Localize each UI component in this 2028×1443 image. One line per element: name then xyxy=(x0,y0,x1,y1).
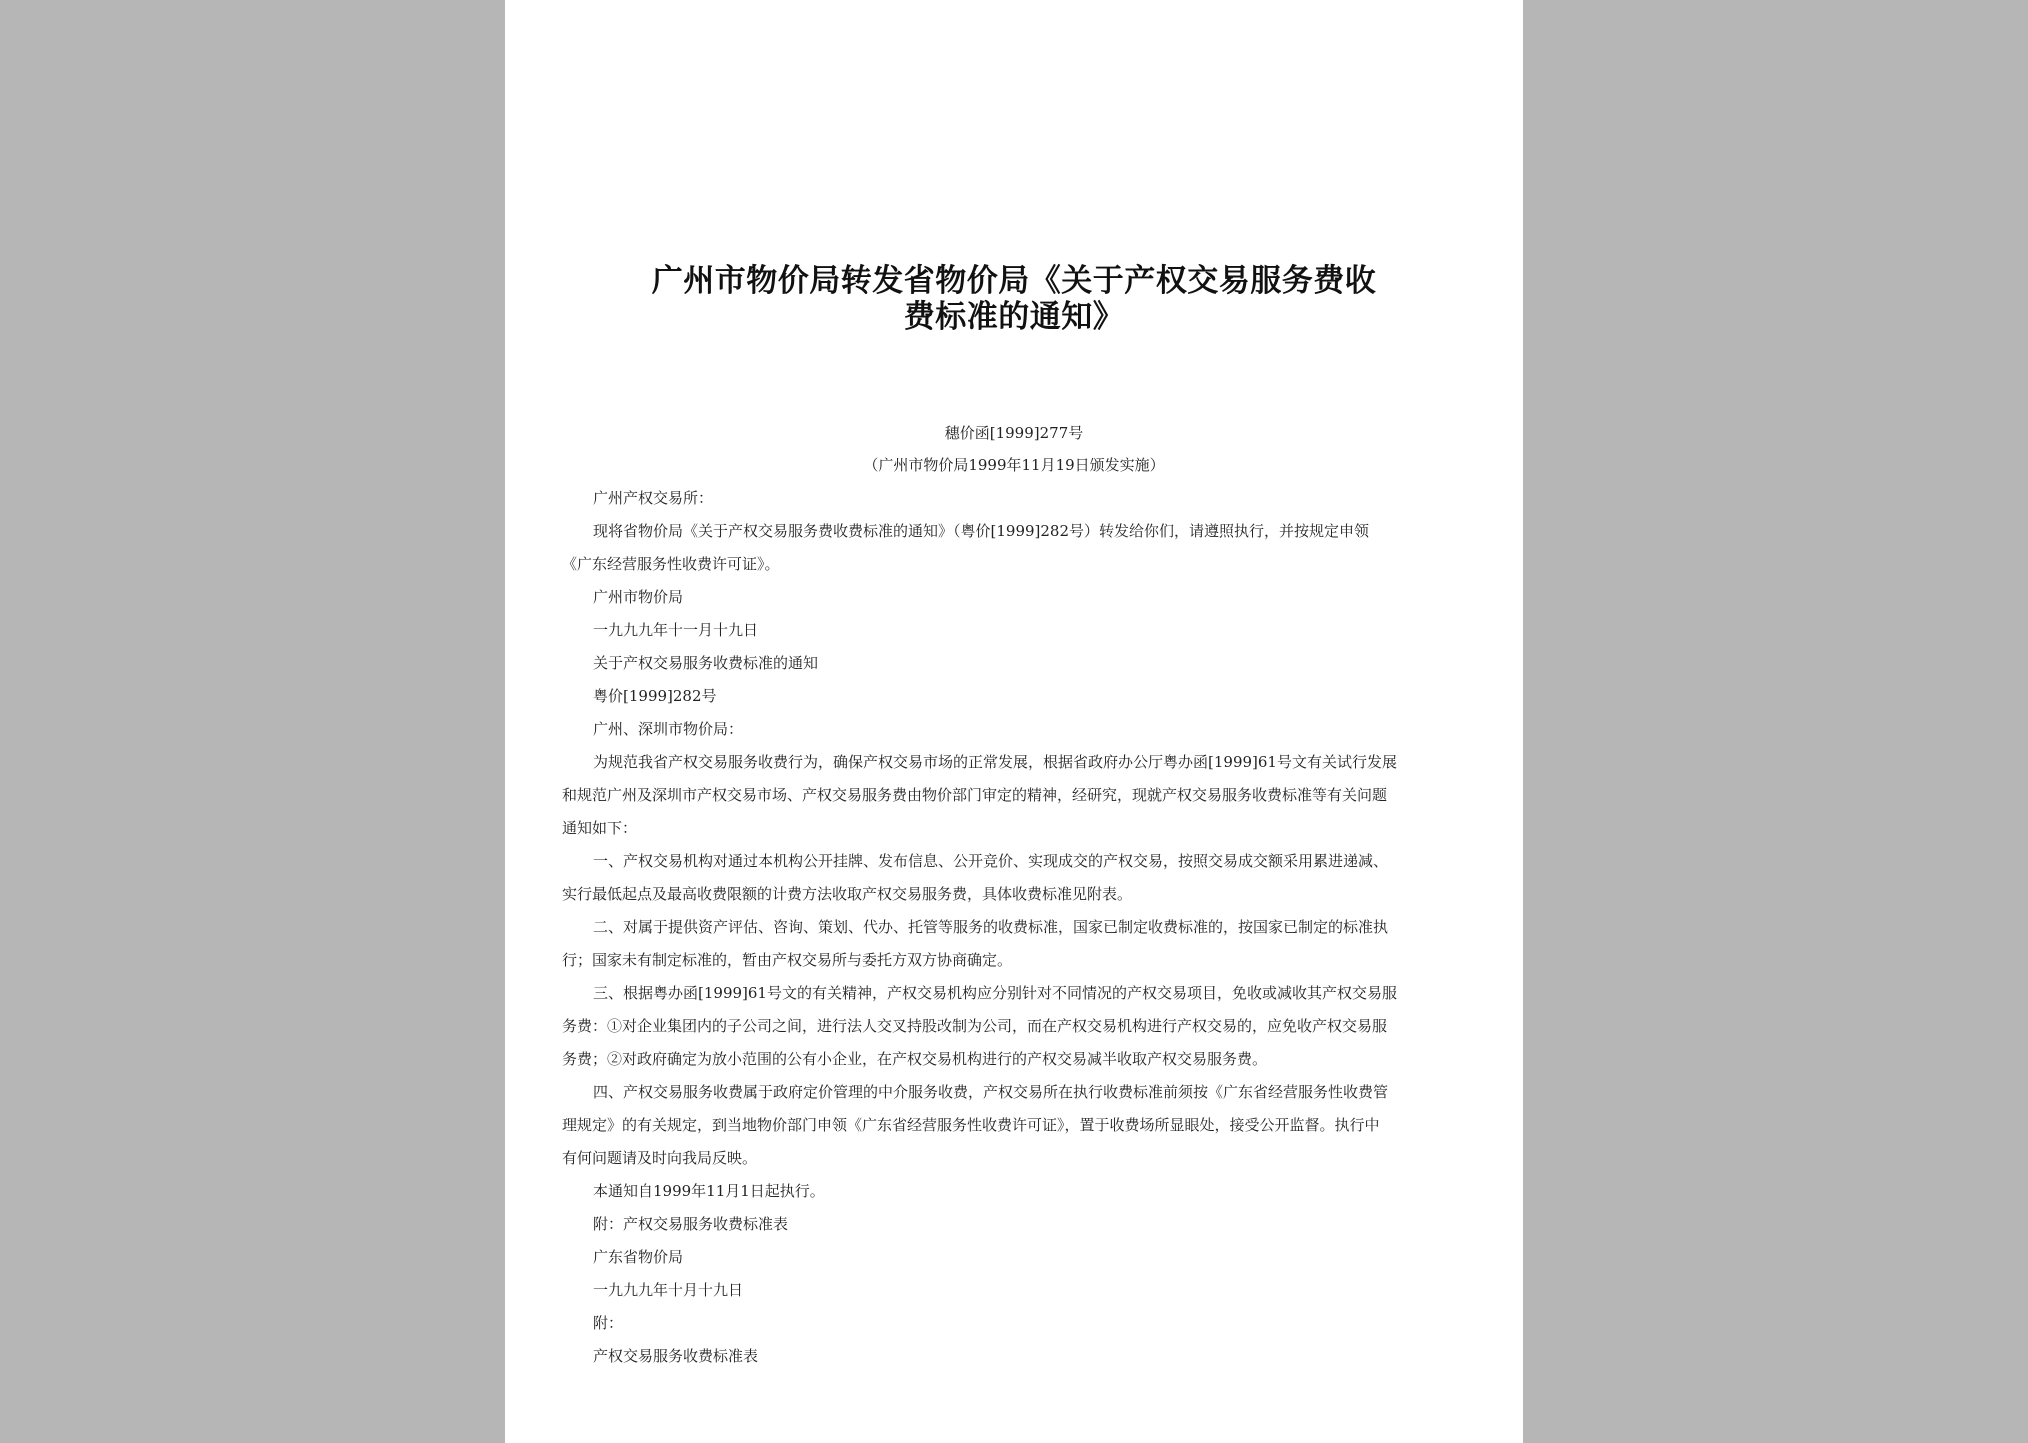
attachment-title: 产权交易服务收费标准表 xyxy=(593,1347,759,1365)
signature-org: 广东省物价局 xyxy=(593,1248,684,1266)
body-line: 有何问题请及时向我局反映。 xyxy=(562,1149,758,1167)
body-line: 理规定》的有关规定，到当地物价部门申领《广东省经营服务性收费许可证》，置于收费场所显眼处，接受公开监督。执行中 xyxy=(562,1116,1380,1134)
body-line: 《广东经营服务性收费许可证》。 xyxy=(562,555,780,573)
body-line: 实行最低起点及最高收费限额的计费方法收取产权交易服务费，具体收费标准见附表。 xyxy=(562,885,1133,903)
document-title-line-2: 费标准的通知》 xyxy=(903,299,1125,335)
addressee: 广州产权交易所： xyxy=(593,489,714,507)
body-line: 通知如下： xyxy=(562,819,638,837)
body-line: 一、产权交易机构对通过本机构公开挂牌、发布信息、公开竞价、实现成交的产权交易，按照交易成交额采用累进递减、 xyxy=(593,852,1389,870)
body-line: 二、对属于提供资产评估、咨询、策划、代办、托管等服务的收费标准，国家已制定收费标准的，按国家已制定的标准执 xyxy=(593,918,1389,936)
addressee: 广州、深圳市物价局： xyxy=(593,720,744,738)
document-number: 穗价函[1999]277号 xyxy=(944,424,1084,442)
subtitle: 关于产权交易服务收费标准的通知 xyxy=(593,654,819,672)
issue-note: （广州市物价局1999年11月19日颁发实施） xyxy=(863,456,1165,474)
document-title-line-1: 广州市物价局转发省物价局《关于产权交易服务费收 xyxy=(651,263,1377,299)
attachment-line: 附：产权交易服务收费标准表 xyxy=(593,1215,789,1233)
body-line: 现将省物价局《关于产权交易服务费收费标准的通知》（粤价[1999]282号）转发给你们，请遵照执行，并按规定申领 xyxy=(593,522,1370,540)
signature-date: 一九九九年十月十九日 xyxy=(593,1281,744,1299)
subtitle-number: 粤价[1999]282号 xyxy=(593,687,717,705)
body-line: 为规范我省产权交易服务收费行为，确保产权交易市场的正常发展，根据省政府办公厅粤办函[1999]61号文有关试行发展 xyxy=(593,753,1397,771)
signature-org: 广州市物价局 xyxy=(593,588,684,606)
body-line: 本通知自1999年11月1日起执行。 xyxy=(593,1182,825,1200)
body-line: 四、产权交易服务收费属于政府定价管理的中介服务收费，产权交易所在执行收费标准前须按《广东省经营服务性收费管 xyxy=(593,1083,1389,1101)
body-line: 务费：①对企业集团内的子公司之间，进行法人交叉持股改制为公司，而在产权交易机构进行产权交易的，应免收产权交易服 xyxy=(562,1017,1388,1035)
body-line: 行；国家未有制定标准的，暂由产权交易所与委托方双方协商确定。 xyxy=(562,951,1013,969)
body-line: 三、根据粤办函[1999]61号文的有关精神，产权交易机构应分别针对不同情况的产权交易项目，免收或减收其产权交易服 xyxy=(593,984,1397,1002)
attachment-label: 附： xyxy=(593,1314,624,1332)
signature-date: 一九九九年十一月十九日 xyxy=(593,621,759,639)
document-page xyxy=(505,0,1523,1443)
body-line: 和规范广州及深圳市产权交易市场、产权交易服务费由物价部门审定的精神，经研究，现就产权交易服务收费标准等有关问题 xyxy=(562,786,1388,804)
body-line: 务费；②对政府确定为放小范围的公有小企业，在产权交易机构进行的产权交易减半收取产权交易服务费。 xyxy=(562,1050,1268,1068)
